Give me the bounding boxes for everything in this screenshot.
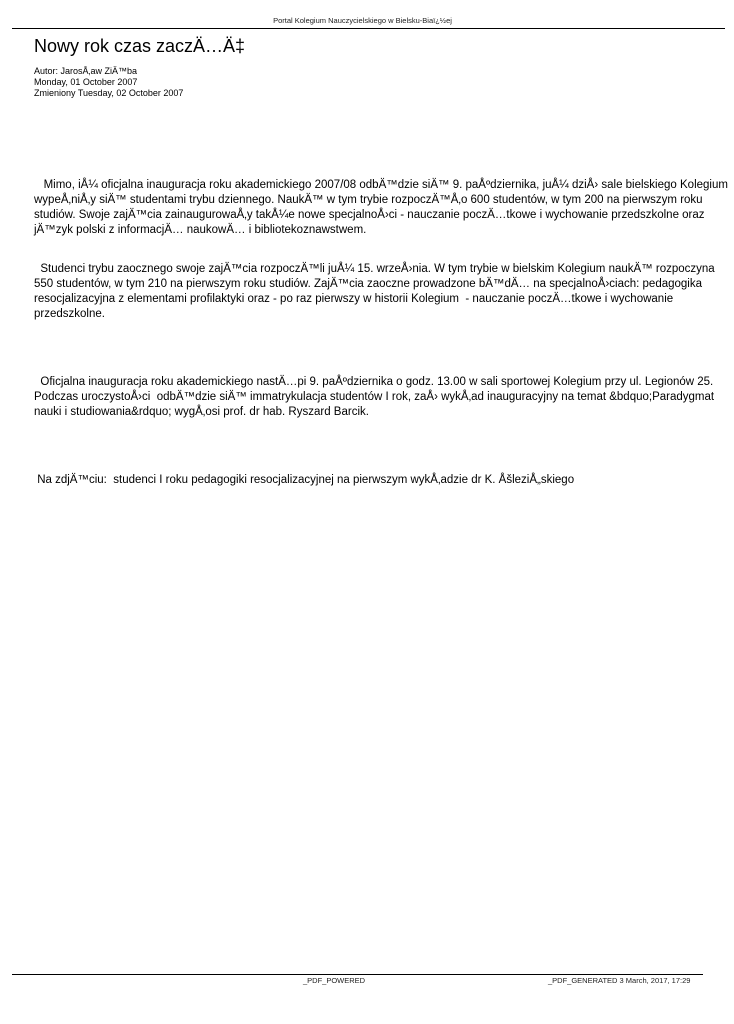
header-divider — [12, 28, 725, 29]
author-line: Autor: JarosÅ‚aw ZiÄ™ba — [34, 66, 138, 76]
footer-powered: _PDF_POWERED — [303, 976, 366, 985]
paragraph: Oficjalna inauguracja roku akademickiego nastÄ…pi 9. paÅºdziernika o godz. 13.00 w sali sportowej Kolegium przy ul. Legionów 25. Podczas uroczystoÅ›ci odbÄ™dzie siÄ™ immatrykulacja studentów I rok, zaÅ› wykÅ‚ad inauguracyjny na temat &bdquo;Paradygmat nauki i studiowania&rdquo; wygÅ‚osi prof. dr hab. Ryszard Barcik. — [34, 376, 718, 418]
page-header: Portal Kolegium Nauczycielskiego w Bielsku-Biaï¿½ej — [273, 16, 452, 25]
modified-date: Zmieniony Tuesday, 02 October 2007 — [34, 88, 184, 98]
paragraph: Mimo, iÅ¼ oficjalna inauguracja roku akademickiego 2007/08 odbÄ™dzie siÄ™ 9. paÅºdziernika, juÅ¼ dziÅ› sale bielskiego Kolegium wypeÅ‚niÅ‚y siÄ™ studentami trybu dziennego. NaukÄ™ w tym trybie rozpoczÄ™Å‚o 600 studentów, w tym 200 na pierwszym roku studiów. Swoje zajÄ™cia zainaugurowaÅ‚y takÅ¼e nowe specjalnoÅ›ci - nauczanie poczÄ…tkowe i wychowanie przedszkolne oraz jÄ™zyk polski z informacjÄ… naukowÄ… i bibliotekoznawstwem. — [34, 179, 732, 236]
footer-divider — [12, 974, 703, 975]
created-date: Monday, 01 October 2007 — [34, 77, 138, 87]
article-title: Nowy rok czas zaczÄ…Ä‡ — [34, 36, 246, 56]
footer-generated: _PDF_GENERATED 3 March, 2017, 17:29 — [548, 976, 691, 985]
article-meta — [34, 66, 183, 99]
photo-caption: Na zdjÄ™ciu: studenci I roku pedagogiki resocjalizacyjnej na pierwszym wykÅ‚adzie dr K. ÅšleziÅ„skiego — [34, 474, 575, 486]
paragraph: Studenci trybu zaocznego swoje zajÄ™cia rozpoczÄ™li juÅ¼ 15. wrzeÅ›nia. W tym trybie w bielskim Kolegium naukÄ™ rozpoczyna 550 studentów, w tym 210 na pierwszym roku studiów. ZajÄ™cia zaoczne prowadzone bÄ™dÄ… na specjalnoÅ›ciach: pedagogika resocjalizacyjna z elementami profilaktyki oraz - po raz pierwszy w historii Kolegium - nauczanie poczÄ…tkowe i wychowanie przedszkolne. — [34, 263, 718, 320]
